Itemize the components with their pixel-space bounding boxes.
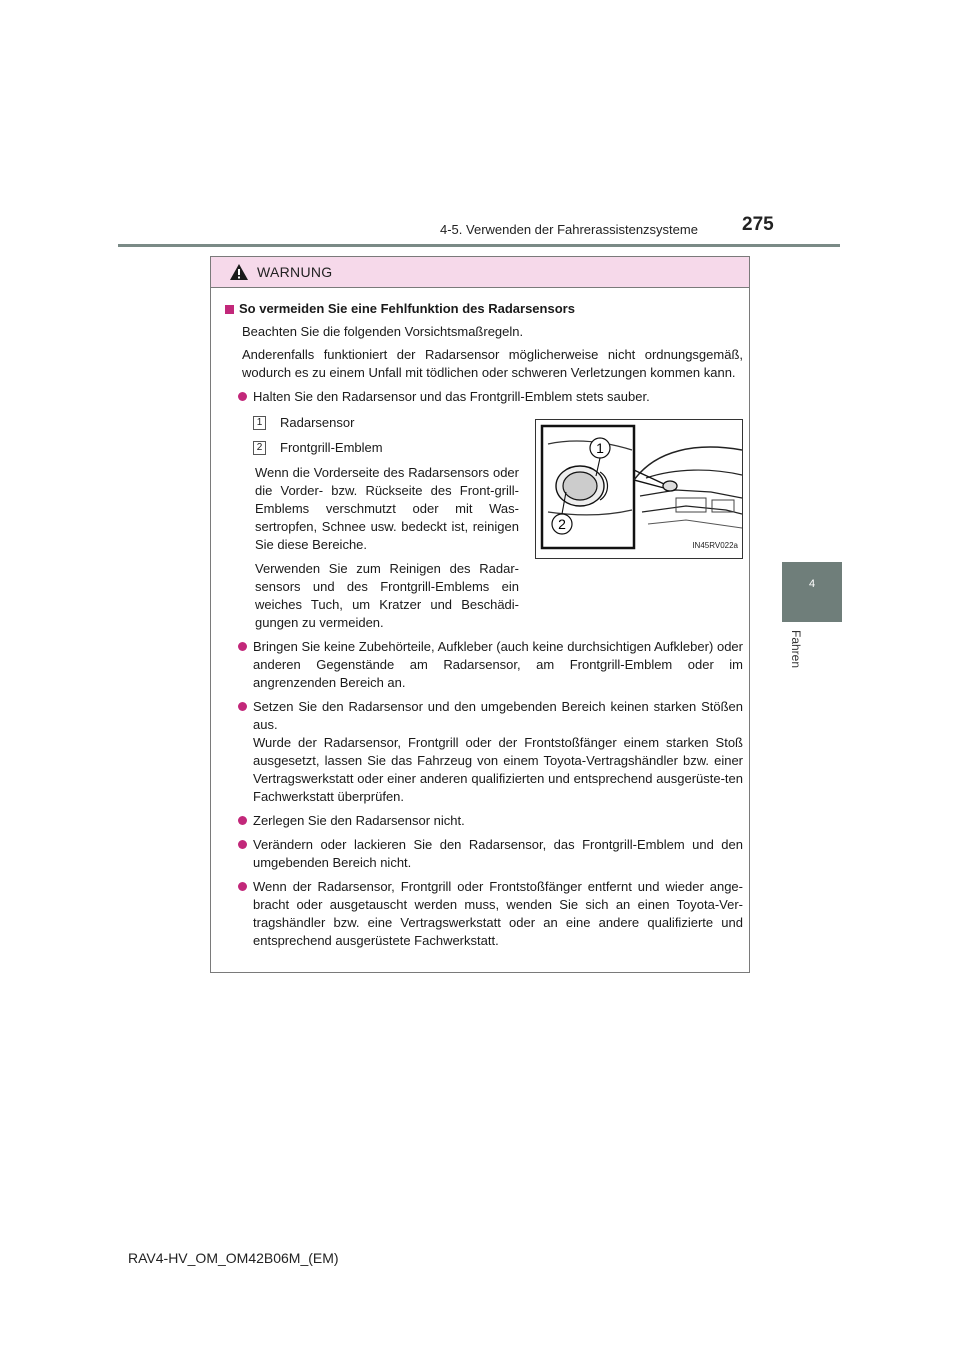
footer-model-code: RAV4-HV_OM_OM42B06M_(EM) (128, 1250, 339, 1266)
bullet-dot-icon (238, 702, 247, 711)
bullet-text: Zerlegen Sie den Radarsensor nicht. (253, 813, 465, 828)
subheading-text: So vermeiden Sie eine Fehlfunktion des Radarsensors (239, 301, 575, 316)
bullet-item (238, 698, 743, 806)
section-title: 4-5. Verwenden der Fahrerassistenzsysteme (440, 222, 698, 237)
warning-body (211, 288, 749, 950)
bullet-dot-icon (238, 840, 247, 849)
warning-header (211, 257, 749, 288)
bullet-text-part: Wurde der Radarsensor, Frontgrill oder der Frontstoßfänger einem starken Stoß ausgesetzt, lassen Sie das Fahrzeug von einem Toyota-Vertragshändler bzw. einer Vertragswerkstatt oder einer anderen qualifizierten und entsprechend ausgerüste-ten Fachwerkstatt überprüfen. (253, 735, 743, 804)
chapter-tab-label: Fahren (789, 630, 803, 669)
warning-box (210, 256, 750, 973)
cleaning-text: Wenn die Vorderseite des Radarsensors oder die Vorder- bzw. Rückseite des Front-grill-Emblems verschmutzt oder mit Was-sertropfen, Schnee usw. bedeckt ist, reinigen Sie diese Bereiche. (255, 465, 519, 552)
legend-item-emblem (253, 439, 519, 457)
bullet-dot-icon (238, 816, 247, 825)
bullet-item (238, 812, 743, 830)
square-bullet-icon (225, 305, 234, 314)
warning-subheading (225, 300, 743, 318)
bullet-dot-icon (238, 882, 247, 891)
bullet-dot-icon (238, 642, 247, 651)
bullet-text (253, 698, 743, 806)
legend-number-2: 2 (253, 441, 266, 455)
page-number: 275 (742, 214, 774, 235)
bullet-text: Halten Sie den Radarsensor und das Frontgrill-Emblem stets sauber. (253, 389, 650, 404)
legend-label-emblem: Frontgrill-Emblem (280, 440, 383, 455)
chapter-tab-number: 4 (808, 578, 816, 590)
car-front-illustration (535, 419, 743, 559)
figure-legend (253, 414, 519, 632)
cloth-text: Verwenden Sie zum Reinigen des Radar-sensors und des Frontgrill-Emblems ein weiches Tuch, um Kratzer und Beschädi-gungen zu vermeiden. (255, 561, 519, 630)
bullet-text: Bringen Sie keine Zubehörteile, Aufkleber (auch keine durchsichtigen Aufkleber) oder anderen Gegenstände am Radarsensor, am Frontgrill-Emblem oder im angrenzenden Bereich an. (253, 639, 743, 690)
legend-item-radar (253, 414, 519, 432)
header-divider (118, 244, 840, 247)
image-code: IN45RV022a (692, 541, 738, 550)
bullet-text-part: Setzen Sie den Radarsensor und den umgebenden Bereich keinen starken Stößen aus. (253, 699, 743, 732)
bullet-item (238, 836, 743, 872)
intro-text: Beachten Sie die folgenden Vorsichtsmaßregeln. (242, 324, 524, 339)
callout-2-label: 2 (558, 516, 566, 532)
warning-triangle-icon (229, 263, 249, 281)
bullet-dot-icon (238, 392, 247, 401)
legend-label-radar: Radarsensor (280, 415, 355, 430)
consequence-text: Anderenfalls funktioniert der Radarsensor möglicherweise nicht ordnungsgemäß, wodurch es zu einem Unfall mit tödlichen oder schweren Verletzungen kommen kann. (242, 347, 743, 380)
chapter-tab[interactable] (782, 562, 842, 622)
bullet-item (238, 638, 743, 692)
legend-number-1: 1 (253, 416, 266, 430)
warning-title: WARNUNG (257, 264, 333, 280)
bullet-text: Wenn der Radarsensor, Frontgrill oder Frontstoßfänger entfernt und wieder ange-bracht oder ausgetauscht werden muss, wenden Sie sich an einen Toyota-Ver-tragshändler bzw. eine Vertragswerkstatt oder an eine andere qualifizierte und entsprechend ausgerüstete Fachwerkstatt. (253, 879, 743, 948)
figure-section (225, 414, 743, 632)
bullet-item (238, 388, 743, 406)
bullet-text: Verändern oder lackieren Sie den Radarsensor, das Frontgrill-Emblem und den umgebenden Bereich nicht. (253, 837, 743, 870)
bullet-item (238, 878, 743, 950)
callout-1-label: 1 (596, 440, 604, 456)
